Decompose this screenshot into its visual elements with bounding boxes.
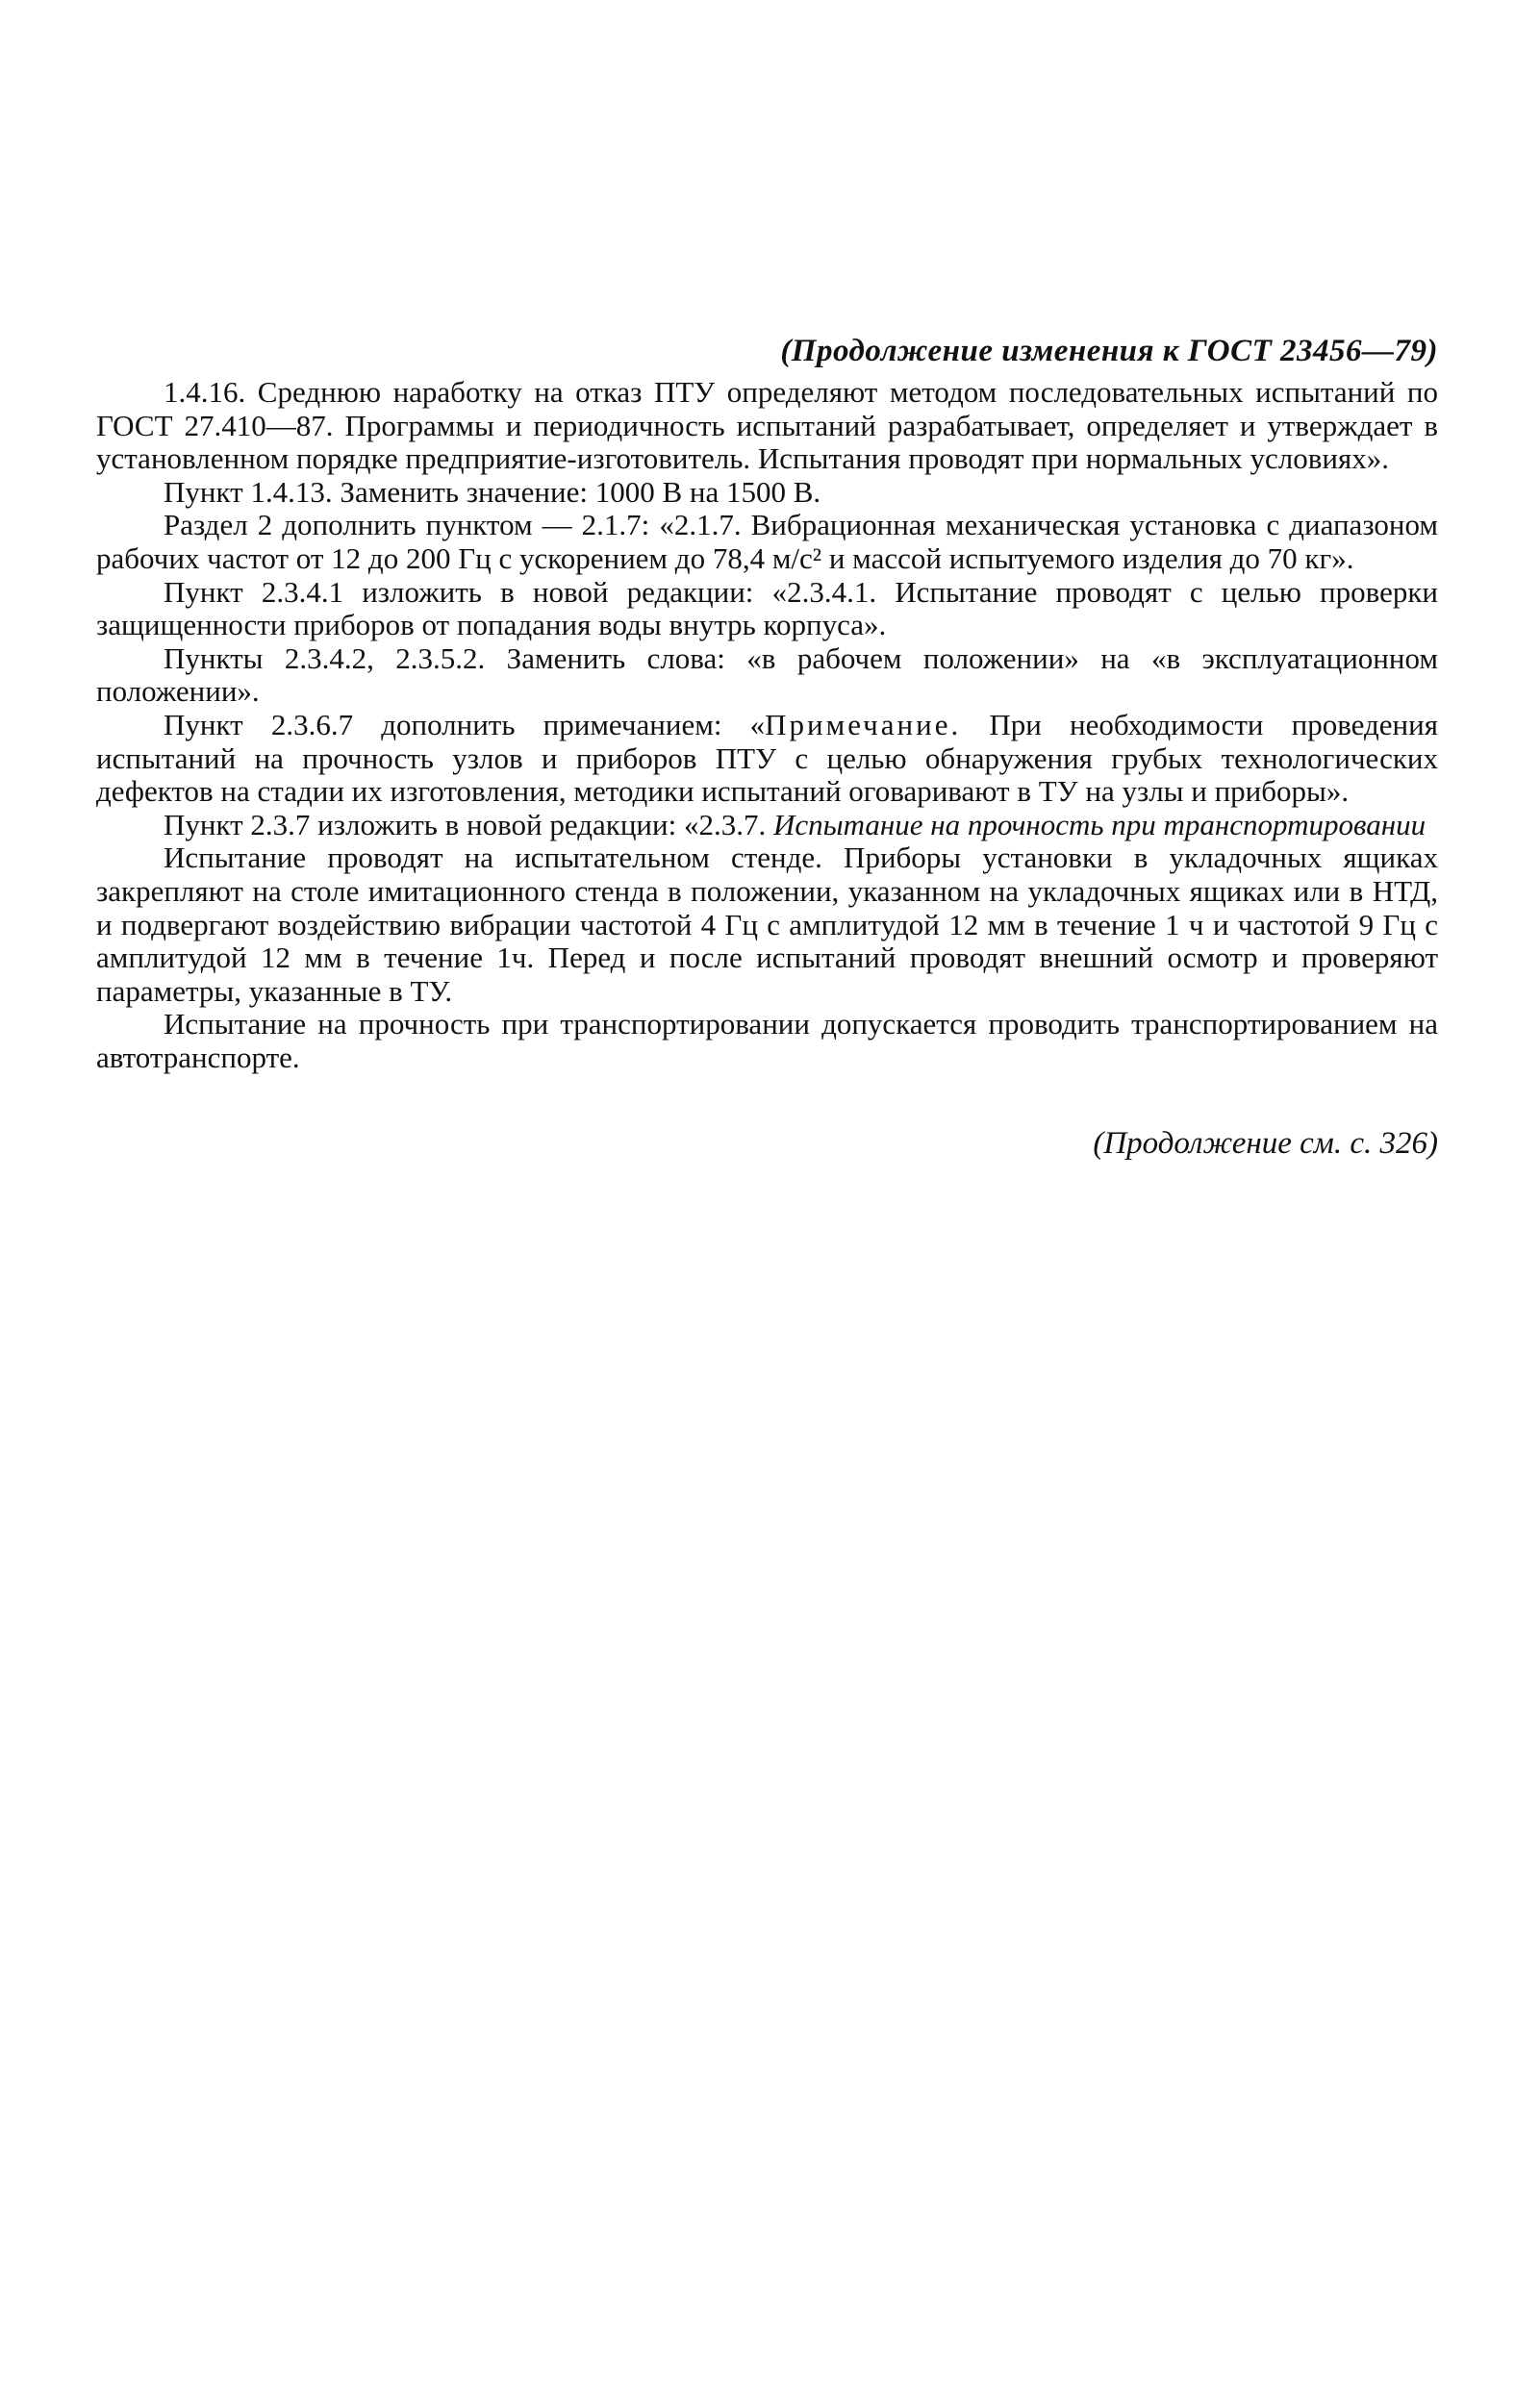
paragraph-text: Пункт 2.3.4.1 изложить в новой редакции: «2.3.4.1. Испытание проводят с целью проверки защищенности приборов от попадания воды внутрь корпуса».	[96, 574, 1438, 642]
paragraph-1	[96, 376, 1438, 476]
paragraph-text: Испытание проводят на испытательном стенде. Приборы установки в укладочных ящиках закрепляют на столе имитационного стенда в положении, указанном на укладочных ящиках или в НТД, и подвергают воздействию вибрации частотой 4 Гц с амплитудой 12 мм в течение 1 ч и частотой 9 Гц с амплитудой 12 мм в течение 1ч. Перед и после испытаний проводят внешний осмотр и проверяют параметры, указанные в ТУ.	[96, 840, 1438, 1008]
paragraph-5	[96, 642, 1438, 709]
document-page	[96, 332, 1438, 1163]
paragraph-text: 1.4.16. Среднюю наработку на отказ ПТУ определяют методом последовательных испытаний по ГОСТ 27.410—87. Программы и периодичность испытаний разрабатывает, определяет и утверждает в установленном порядке предприятие-изготовитель. Испытания проводят при нормальных условиях».	[96, 375, 1438, 476]
clause-title: Испытание на прочность при транспортировании	[772, 807, 1426, 841]
paragraph-text: Испытание на прочность при транспортировании допускается проводить транспортированием на автотранспорте.	[96, 1007, 1438, 1074]
document-body	[96, 376, 1438, 1074]
paragraph-7	[96, 809, 1438, 842]
paragraph-text: Раздел 2 дополнить пунктом — 2.1.7: «2.1.7. Вибрационная механическая установка с диапазоном рабочих частот от 12 до 200 Гц с ускорением до 78,4 м/с² и массой испытуемого изделия до 70 кг».	[96, 508, 1438, 575]
continuation-header: (Продолжение изменения к ГОСТ 23456—79)	[780, 334, 1438, 368]
paragraph-9	[96, 1008, 1438, 1074]
paragraph-2	[96, 476, 1438, 510]
paragraph-text: Пункт 1.4.13. Заменить значение: 1000 В на 1500 В.	[164, 474, 821, 509]
paragraph-text: Пункты 2.3.4.2, 2.3.5.2. Заменить слова: «в рабочем положении» на «в эксплуатационном положении».	[96, 640, 1438, 709]
paragraph-6	[96, 709, 1438, 809]
paragraph-text: Пункт 2.3.7 изложить в новой редакции: «2.3.7.	[164, 807, 773, 841]
paragraph-3	[96, 509, 1438, 575]
paragraph-text: При необходимости проведения испытаний на прочность узлов и приборов ПТУ с целью обнаружения грубых технологических дефектов на стадии их изготовления, методики испытаний оговаривают в ТУ на узлы и приборы».	[96, 707, 1438, 809]
paragraph-4	[96, 576, 1438, 642]
paragraph-text: Пункт 2.3.6.7 дополнить примечанием: «	[164, 707, 766, 741]
note-label: Примечание.	[765, 707, 962, 741]
paragraph-8	[96, 841, 1438, 1008]
continuation-footer: (Продолжение см. с. 326)	[1093, 1126, 1438, 1162]
